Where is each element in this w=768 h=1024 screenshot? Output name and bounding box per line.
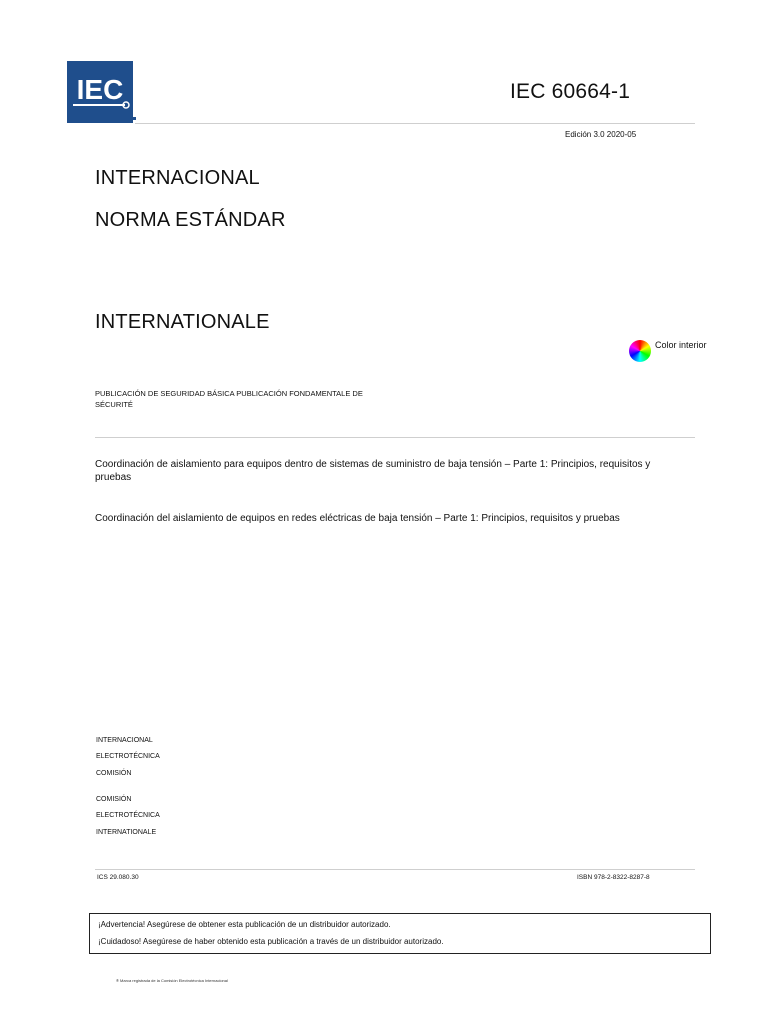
ics-code: ICS 29.080.30 — [97, 874, 139, 881]
org-line: INTERNACIONAL — [96, 737, 153, 744]
section-rule — [95, 437, 695, 438]
warning-line-1: ¡Advertencia! Asegúrese de obtener esta publicación de un distribuidor autorizado. — [98, 920, 391, 929]
iec-logo — [67, 61, 133, 123]
isbn-code: ISBN 978-2-8322-8287-8 — [577, 874, 650, 881]
logo-registered-mark — [133, 117, 136, 120]
org-line: COMISIÓN — [96, 796, 132, 803]
edition-label: Edición 3.0 2020-05 — [565, 130, 637, 139]
logo-text: IEC — [76, 74, 124, 105]
footer-rule — [95, 869, 695, 870]
warning-box — [89, 913, 711, 954]
org-line: INTERNATIONALE — [96, 829, 157, 836]
document-title-spanish: Coordinación de aislamiento para equipos dentro de sistemas de suministro de baja tensión – Parte 1: Principios, requisitos y pruebas — [95, 459, 651, 483]
color-wheel-icon — [629, 340, 651, 362]
publication-type: PUBLICACIÓN DE SEGURIDAD BÁSICA PUBLICACIÓN FONDAMENTALE DE SÉCURITÉ — [95, 389, 363, 409]
org-line: ELECTROTÉCNICA — [96, 753, 160, 760]
org-line: COMISIÓN — [96, 770, 132, 777]
title-line-3: INTERNATIONALE — [95, 311, 270, 333]
warning-line-2: ¡Cuidadoso! Asegúrese de haber obtenido esta publicación a través de un distribuidor autorizado. — [98, 937, 444, 946]
registered-trademark-footnote: ® Marca registrada de la Comisión Electrotécnica Internacional — [116, 978, 228, 983]
header-rule — [135, 123, 695, 124]
title-line-1: INTERNACIONAL — [95, 167, 260, 189]
title-line-2: NORMA ESTÁNDAR — [95, 209, 286, 231]
standard-number: IEC 60664-1 — [510, 80, 631, 103]
color-badge-label: Color interior — [655, 340, 707, 350]
org-line: ELECTROTÉCNICA — [96, 812, 160, 819]
document-title-alternate: Coordinación del aislamiento de equipos en redes eléctricas de baja tensión – Parte 1: Principios, requisitos y pruebas — [95, 513, 620, 524]
